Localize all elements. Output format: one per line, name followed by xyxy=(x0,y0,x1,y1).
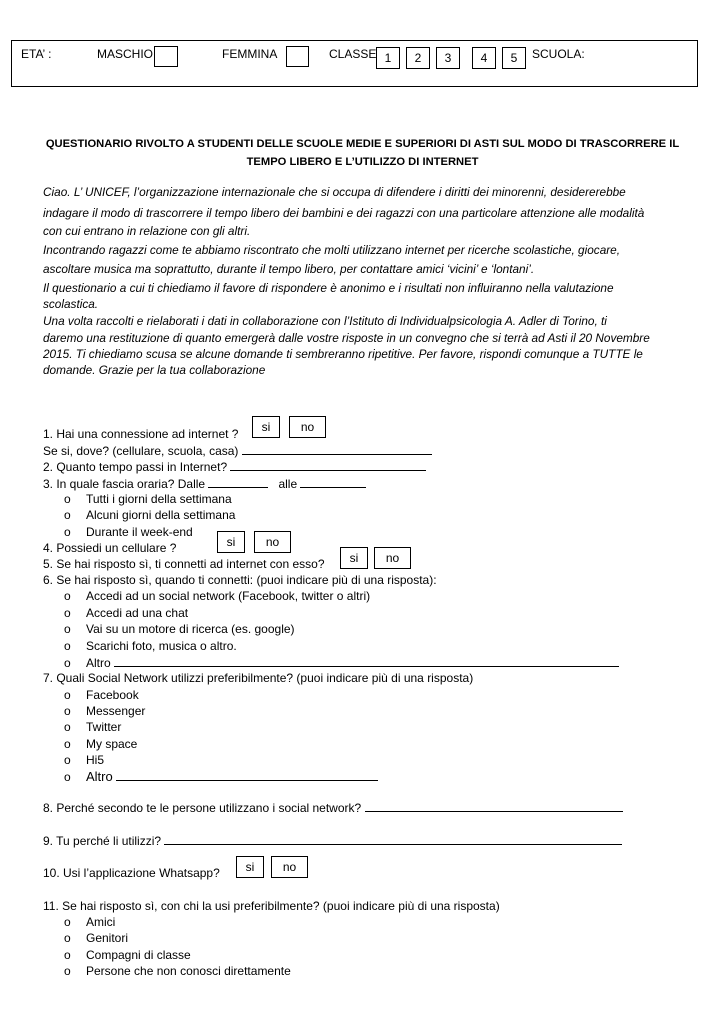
list-item[interactable] xyxy=(64,655,619,670)
list-item[interactable] xyxy=(64,737,137,751)
q4-no-box[interactable]: no xyxy=(254,531,291,553)
list-item[interactable] xyxy=(64,769,378,784)
question-4: 4. Possiedi un cellulare ? xyxy=(43,541,177,555)
header-box xyxy=(11,40,698,87)
option-label: Durante il week-end xyxy=(86,525,193,539)
option-label: Accedi ad una chat xyxy=(86,606,189,620)
question-10: 10. Usi l’applicazione Whatsapp? xyxy=(43,866,220,880)
list-item[interactable] xyxy=(64,525,193,539)
bullet-icon: o xyxy=(64,525,71,539)
list-item[interactable] xyxy=(64,688,139,702)
bullet-icon: o xyxy=(64,753,71,767)
bullet-icon: o xyxy=(64,622,71,636)
list-item[interactable] xyxy=(64,948,191,962)
option-label: Altro xyxy=(86,769,113,784)
answer-line[interactable] xyxy=(116,769,378,781)
bullet-icon: o xyxy=(64,688,71,702)
option-label: Compagni di classe xyxy=(86,948,191,962)
bullet-icon: o xyxy=(64,770,71,784)
list-item[interactable] xyxy=(64,964,291,978)
bullet-icon: o xyxy=(64,639,71,653)
to-time-line[interactable] xyxy=(300,476,366,488)
intro-line: con cui entrano in relazione con gli altri. xyxy=(43,224,251,238)
title-line: TEMPO LIBERO E L’UTILIZZO DI INTERNET xyxy=(246,155,479,168)
option-label: Hi5 xyxy=(86,753,105,767)
intro-line: Una volta raccolti e rielaborati i dati in collaborazione con l’Istituto di Individualpsicologia A. Adler di Torino, ti xyxy=(43,314,607,328)
answer-line[interactable] xyxy=(230,459,426,471)
option-label: Vai su un motore di ricerca (es. google) xyxy=(86,622,295,636)
classe-label: CLASSE xyxy=(329,47,377,61)
bullet-icon: o xyxy=(64,931,71,945)
bullet-icon: o xyxy=(64,964,71,978)
answer-line[interactable] xyxy=(242,443,432,455)
maschio-label: MASCHIO xyxy=(97,47,154,61)
option-label: Facebook xyxy=(86,688,139,702)
question-3 xyxy=(43,476,366,491)
question-9-text: 9. Tu perché li utilizzi? xyxy=(43,834,162,848)
q10-yes-box[interactable]: si xyxy=(236,856,264,878)
page-title xyxy=(30,136,695,171)
bullet-icon: o xyxy=(64,656,71,670)
question-11: 11. Se hai risposto sì, con chi la usi preferibilmente? (puoi indicare più di una risposta) xyxy=(43,899,500,913)
title-line: QUESTIONARIO RIVOLTO A STUDENTI DELLE SCUOLE MEDIE E SUPERIORI DI ASTI SUL MODO DI TRASCORRERE IL xyxy=(45,138,680,150)
question-3-text: 3. In quale fascia oraria? Dalle xyxy=(43,477,206,491)
answer-line[interactable] xyxy=(114,655,619,667)
option-label: Tutti i giorni della settimana xyxy=(86,492,232,506)
q1-yes-box[interactable]: si xyxy=(252,416,280,438)
question-2-text: 2. Quanto tempo passi in Internet? xyxy=(43,460,228,474)
option-label: Genitori xyxy=(86,931,129,945)
intro-line: scolastica. xyxy=(43,297,99,311)
list-item[interactable] xyxy=(64,606,188,620)
list-item[interactable] xyxy=(64,492,232,506)
question-5: 5. Se hai risposto sì, ti connetti ad internet con esso? xyxy=(43,557,325,571)
intro-line: Incontrando ragazzi come te abbiamo riscontrato che molti utilizzano internet per ricerche scolastiche, giocare, xyxy=(43,243,621,257)
list-item[interactable] xyxy=(64,704,145,718)
question-1b xyxy=(43,443,432,458)
question-2 xyxy=(43,459,426,474)
question-8-text: 8. Perché secondo te le persone utilizzano i social network? xyxy=(43,801,362,815)
list-item[interactable] xyxy=(64,915,115,929)
intro-line: Il questionario a cui ti chiediamo il favore di rispondere è anonimo e i risultati non influiranno nella valutazione xyxy=(43,281,614,295)
classe-option-3[interactable]: 3 xyxy=(436,47,460,69)
q10-no-box[interactable]: no xyxy=(271,856,308,878)
intro-line: domande. Grazie per la tua collaborazione xyxy=(43,363,266,377)
femmina-checkbox[interactable] xyxy=(286,46,309,67)
bullet-icon: o xyxy=(64,589,71,603)
classe-option-1[interactable]: 1 xyxy=(376,47,400,69)
question-6: 6. Se hai risposto sì, quando ti connetti: (puoi indicare più di una risposta): xyxy=(43,573,437,587)
list-item[interactable] xyxy=(64,508,235,522)
question-1: 1. Hai una connessione ad internet ? xyxy=(43,427,239,441)
list-item[interactable] xyxy=(64,931,128,945)
answer-line[interactable] xyxy=(365,800,623,812)
intro-line: indagare il modo di trascorrere il tempo libero dei bambini e dei ragazzi con una particolare attenzione alle modalità xyxy=(43,206,645,220)
question-1b-text: Se si, dove? (cellulare, scuola, casa) xyxy=(43,444,239,458)
list-item[interactable] xyxy=(64,753,104,767)
intro-line: ascoltare musica ma soprattutto, durante il tempo libero, per contattare amici ‘vicini’ e ‘lontani’. xyxy=(43,262,535,276)
option-label: Twitter xyxy=(86,720,122,734)
answer-line[interactable] xyxy=(164,833,622,845)
list-item[interactable] xyxy=(64,639,237,653)
bullet-icon: o xyxy=(64,606,71,620)
maschio-checkbox[interactable] xyxy=(154,46,178,67)
list-item[interactable] xyxy=(64,589,370,603)
bullet-icon: o xyxy=(64,508,71,522)
option-label: Persone che non conosci direttamente xyxy=(86,964,291,978)
option-label: My space xyxy=(86,737,138,751)
bullet-icon: o xyxy=(64,704,71,718)
classe-option-4[interactable]: 4 xyxy=(472,47,496,69)
alle-label: alle xyxy=(278,477,298,491)
classe-option-2[interactable]: 2 xyxy=(406,47,430,69)
option-label: Messenger xyxy=(86,704,146,718)
option-label: Alcuni giorni della settimana xyxy=(86,508,236,522)
intro-line: daremo una restituzione di quanto emergerà dalle vostre risposte in un convegno che si terrà ad Asti il 20 Novembre xyxy=(43,331,650,345)
q1-no-box[interactable]: no xyxy=(289,416,326,438)
question-8 xyxy=(43,800,623,815)
q5-yes-box[interactable]: si xyxy=(340,547,368,569)
bullet-icon: o xyxy=(64,492,71,506)
option-label: Accedi ad un social network (Facebook, twitter o altri) xyxy=(86,589,371,603)
bullet-icon: o xyxy=(64,915,71,929)
option-label: Amici xyxy=(86,915,116,929)
question-9 xyxy=(43,833,622,848)
q4-yes-box[interactable]: si xyxy=(217,531,245,553)
list-item[interactable] xyxy=(64,622,295,636)
bullet-icon: o xyxy=(64,720,71,734)
femmina-label: FEMMINA xyxy=(222,47,278,61)
q5-no-box[interactable]: no xyxy=(374,547,411,569)
option-label: Altro xyxy=(86,656,111,670)
eta-label: ETA’ : xyxy=(21,47,52,61)
list-item[interactable] xyxy=(64,720,121,734)
intro-line: Ciao. L’ UNICEF, l’organizzazione internazionale che si occupa di difendere i diritti dei minorenni, desidererebbe xyxy=(43,185,626,199)
bullet-icon: o xyxy=(64,737,71,751)
question-7: 7. Quali Social Network utilizzi preferibilmente? (puoi indicare più di una risposta) xyxy=(43,671,474,685)
intro-line: 2015. Ti chiediamo scusa se alcune domande ti sembreranno ripetitive. Per favore, rispondi comunque a TUTTE le xyxy=(43,347,643,361)
bullet-icon: o xyxy=(64,948,71,962)
classe-option-5[interactable]: 5 xyxy=(502,47,526,69)
option-label: Scarichi foto, musica o altro. xyxy=(86,639,237,653)
from-time-line[interactable] xyxy=(208,476,268,488)
scuola-label: SCUOLA: xyxy=(532,47,585,61)
